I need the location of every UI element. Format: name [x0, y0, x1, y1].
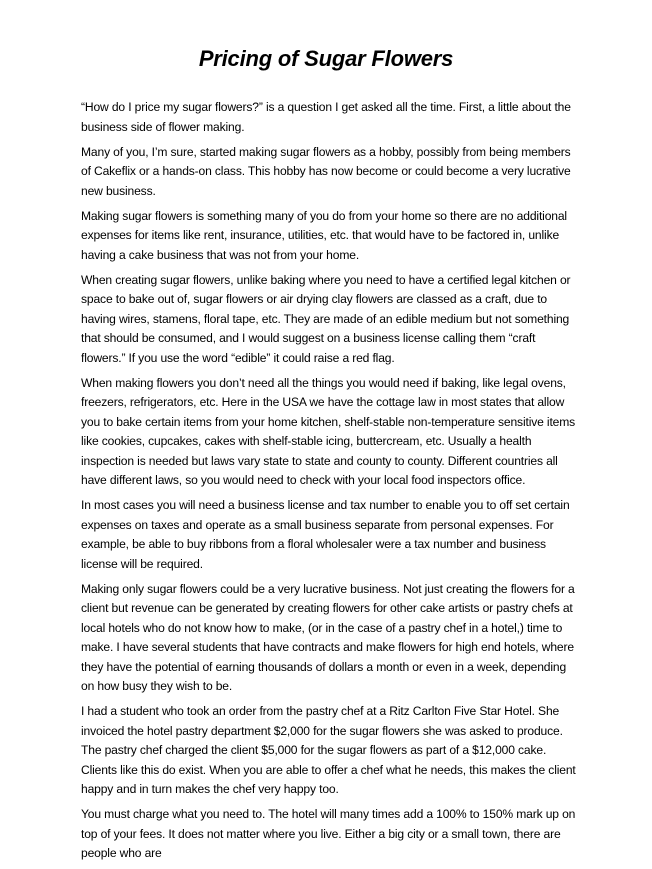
paragraph-intro: “How do I price my sugar flowers?” is a question I get asked all the time. First, a little about the business side of flower making.	[81, 100, 571, 134]
paragraph-ritz-carlton-story: I had a student who took an order from the pastry chef at a Ritz Carlton Five Star Hotel. She invoiced the hotel pastry department $2,000 for the sugar flowers she was asked to produce. The pastry chef charged the client $5,000 for the sugar flowers as part of a $12,000 cake. Clients like this do exist. When you are able to offer a chef what he needs, this makes the client happy and in turn makes the chef very happy too.	[81, 704, 576, 796]
paragraph-craft-classification: When creating sugar flowers, unlike baking where you need to have a certified legal kitchen or space to bake out of, sugar flowers or air drying clay flowers are classed as a craft, due to having wires, stamens, floral tape, etc. They are made of an edible medium but not something that should be consumed, and I would suggest on a business license calling them “craft flowers.” If you use the word “edible” it could raise a red flag.	[81, 272, 571, 365]
paragraph-charge-what-you-need: You must charge what you need to. The hotel will many times add a 100% to 150% mark up on top of your fees. It does not matter where you live. Either a big city or a small town, there are people who are	[81, 807, 576, 860]
paragraph-hobby: Many of you, I’m sure, started making sugar flowers as a hobby, possibly from being members of Cakeflix or a hands-on class. This hobby has now become or could become a very lucrative new business.	[81, 144, 571, 198]
paragraph-business-license: In most cases you will need a business license and tax number to enable you to off set certain expenses on taxes and operate as a small business separate from personal expenses. For example, be able to buy ribbons from a floral wholesaler were a tax number and business license will be required.	[81, 498, 570, 571]
document-title: Pricing of Sugar Flowers	[198, 46, 454, 71]
paragraph-lucrative-business: Making only sugar flowers could be a very lucrative business. Not just creating the flowers for a client but revenue can be generated by creating flowers for other cake artists or pastry chefs at local hotels who do not know how to make, (or in the case of a pastry chef in a hotel,) time to make. I have several students that have contracts and make flowers for high end hotels, where they have the potential of earning thousands of dollars a month or even in a week, depending on how busy they wish to be.	[81, 581, 575, 693]
paragraph-home-business: Making sugar flowers is something many of you do from your home so there are no additional expenses for items like rent, insurance, utilities, etc. that would have to be factored in, unlike having a cake business that was not from your home.	[81, 208, 567, 262]
document-body	[81, 98, 577, 869]
paragraph-cottage-law: When making flowers you don’t need all the things you would need if baking, like legal ovens, freezers, refrigerators, etc. Here in the USA we have the cottage law in most states that allow you to bake certain items from your home kitchen, shelf-stable non-temperature sensitive items like cookies, cupcakes, cakes with shelf-stable icing, buttercream, etc. Usually a health inspection is needed but laws vary state to state and county to county. Different countries all have different laws, so you would need to check with your local food inspectors office.	[81, 375, 576, 487]
